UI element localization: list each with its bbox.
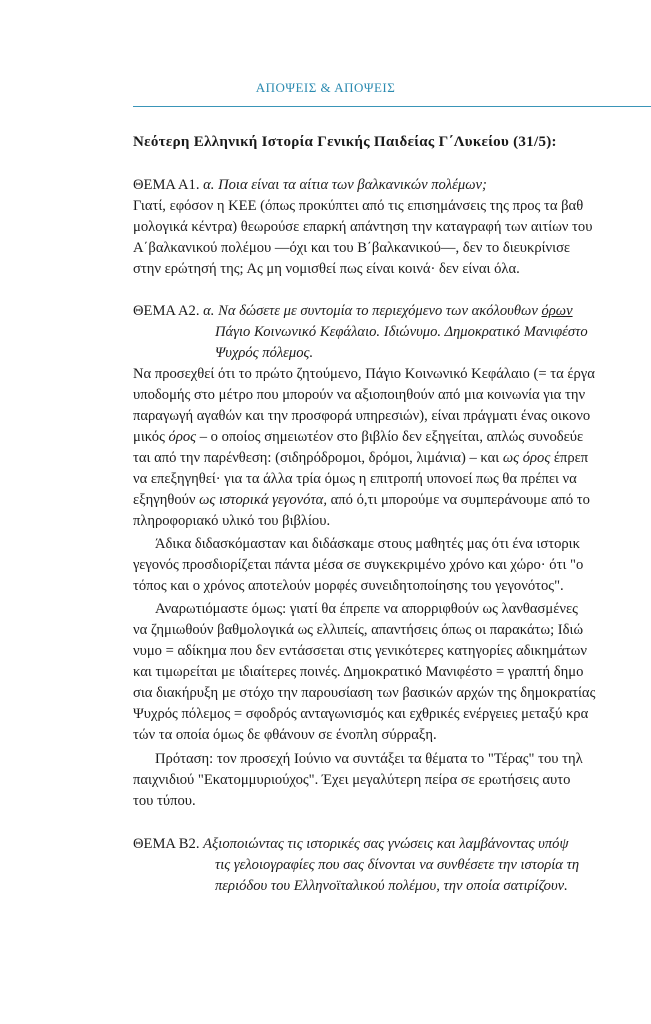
question-b2-line-3: περιόδου του Ελληνοϊταλικού πολέμου, την οποία σατιρίζουν. (215, 878, 568, 894)
p3-line-1: Αναρωτιόμαστε όμως: γιατί θα έπρεπε να απορριφθούν ως λανθασμένες (155, 601, 578, 617)
question-a1-label: ΘΕΜΑ Α1. (133, 177, 204, 193)
a2-line-5-part-2: έπρεπ (550, 450, 589, 466)
p3-line-4: και τιμωρείται με ιδιαίτερες ποινές. Δημοκρατικό Μανιφέστο = γραπτή δημο (133, 664, 584, 680)
p4-line-2: παιχνιδιού "Εκατομμυριούχος". Έχει μεγαλύτερη πείρα σε ερωτήσεις αυτο (133, 772, 571, 788)
a2-paragraph-line-1: Να προσεχθεί ότι το πρώτο ζητούμενο, Πάγιο Κοινωνικό Κεφάλαιο (= τα έργα (133, 366, 595, 382)
a2-paragraph-line-2: υποδομής στο μέτρο που μπορούν να αξιοποιηθούν από μια κοινωνία για την (133, 387, 586, 403)
a2-paragraph-line-7 (133, 491, 590, 509)
p2-line-1: Άδικα διδασκόμασταν και διδάσκαμε στους μαθητές μας ότι ένα ιστορικ (155, 536, 580, 552)
p4-line-1: Πρόταση: τον προσεχή Ιούνιο να συντάξει τα θέματα το "Τέρας" του τηλ (155, 751, 583, 767)
a2-paragraph-line-6: να επεξηγηθεί· για τα άλλα τρία όμως η επιτροπή υπονοεί πως θα πρέπει να (133, 471, 577, 487)
a2-line-7-part-1: εξηγηθούν (133, 492, 200, 508)
question-b2-label: ΘΕΜΑ Β2. (133, 836, 204, 852)
running-head: ΑΠΟΨΕΙΣ & ΑΠΟΨΕΙΣ (255, 80, 396, 95)
question-a2-text: α. Να δώσετε με συντομία το περιεχόμενο των ακόλουθων (203, 303, 542, 319)
p3-line-6: Ψυχρός πόλεμος = σφοδρός ανταγωνισμός και εχθρικές ενέργειες μεταξύ κρα (133, 706, 589, 722)
article-title: Νεότερη Ελληνική Ιστορία Γενικής Παιδείας Γ΄Λυκείου (31/5): (133, 134, 557, 150)
p2-line-3: τόπος και ο χρόνος αποτελούν μορφές συνειδητοποίησης του γεγονότος". (133, 578, 564, 594)
a1-paragraph-line-3: Α΄βαλκανικού πολέμου —όχι και του Β΄βαλκανικού—, δεν το διευκρίνισε (133, 240, 571, 256)
question-a2-line-3: Ψυχρός πόλεμος. (215, 345, 314, 361)
a1-paragraph-line-2: μολογικά κέντρα) θεωρούσε επαρκή απάντηση την καταγραφή των αιτίων του (133, 219, 593, 235)
question-a2-line-1 (133, 302, 573, 320)
question-b2-text: Αξιοποιώντας τις ιστορικές σας γνώσεις και λαμβάνοντας υπόψ (203, 836, 569, 852)
question-b2-line-2: τις γελοιογραφίες που σας δίνονται να συνθέσετε την ιστορία τη (215, 857, 580, 873)
a2-paragraph-line-4 (133, 428, 583, 446)
question-b2-line-1 (133, 835, 569, 853)
header-rule (133, 106, 651, 107)
p3-line-2: να ζημιωθούν βαθμολογικά ως ελλιπείς, απαντήσεις όπως οι παρακάτω; Ιδιώ (133, 622, 584, 638)
p3-line-3: νυμο = αδίκημα που δεν εντάσσεται στις γενικότερες κατηγορίες αδικημάτων (133, 643, 587, 659)
a2-line-5-emphasis: ως όρος (502, 450, 551, 466)
a1-paragraph-line-4: στην ερώτησή της; Ας μη νομισθεί πως είναι κοινά· δεν είναι όλα. (133, 261, 520, 277)
a2-line-7-part-2: από ό,τι μπορούμε να συμπεράνουμε από το (326, 492, 590, 508)
question-a1-line (133, 176, 487, 194)
a2-line-4-part-1: μικός (133, 429, 169, 445)
p3-line-5: σια διακήρυξη με στόχο την παρουσίαση των βασικών αρχών της δημοκρατίας (133, 685, 596, 701)
question-a1-text: α. Ποια είναι τα αίτια των βαλκανικών πολέμων; (203, 177, 487, 193)
a2-line-5-part-1: ται από την παρένθεση: (σιδηρόδρομοι, δρόμοι, λιμάνια) – και (133, 450, 503, 466)
p4-line-3: του τύπου. (133, 793, 196, 809)
p3-line-7: τών τα οποία όμως δε φθάνουν σε ένοπλη σύρραξη. (133, 727, 437, 743)
a2-paragraph-line-8: πληροφοριακό υλικό του βιβλίου. (133, 513, 331, 529)
a2-line-7-emphasis: ως ιστορικά γεγονότα, (199, 492, 327, 508)
a1-paragraph-line-1: Γιατί, εφόσον η ΚΕΕ (όπως προκύπτει από τις επισημάνσεις της προς τα βαθ (133, 198, 584, 214)
question-a2-underlined-term: όρων (541, 303, 573, 319)
a2-paragraph-line-5 (133, 449, 588, 467)
question-a2-line-2: Πάγιο Κοινωνικό Κεφάλαιο. Ιδιώνυμο. Δημοκρατικό Μανιφέστο (215, 324, 588, 340)
a2-paragraph-line-3: παραγωγή αγαθών και την προσφορά υπηρεσιών), είναι πράγματι ένας οικονο (133, 408, 591, 424)
question-a2-label: ΘΕΜΑ Α2. (133, 303, 204, 319)
a2-line-4-part-2: – ο οποίος σημειωτέον στο βιβλίο δεν εξηγείται, απλώς συνοδεύε (196, 429, 584, 445)
p2-line-2: γεγονός προσδιορίζεται πάντα μέσα σε συγκεκριμένο χρόνο και χώρο· ότι "ο (133, 557, 584, 573)
a2-line-4-emphasis: όρος (168, 429, 197, 445)
